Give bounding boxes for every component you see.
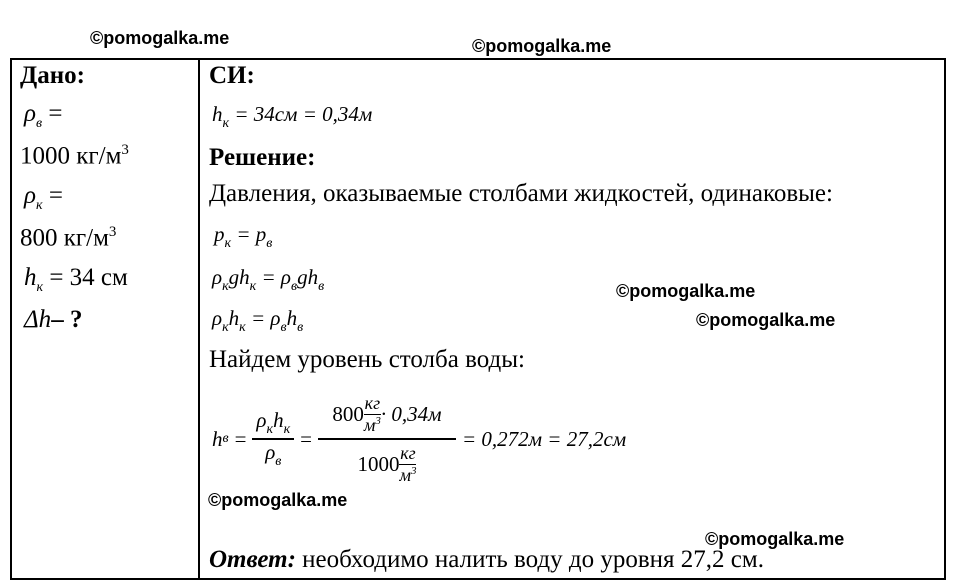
reduced-equation: $\rho_кh_к = \rho_вh_в$ xyxy=(212,306,304,335)
pressure-equation: $p_к = p_в$ xyxy=(214,222,273,251)
given-header: Дано: xyxy=(20,62,85,89)
pressure-statement: Давления, оказываемые столбами жидкостей, одинаковые: xyxy=(209,180,833,207)
solution-table xyxy=(10,58,946,580)
given-water-value: 1000 $кг/м^3$ xyxy=(20,142,129,170)
si-conversion: $h_к = 34см = 0,34м$ xyxy=(212,102,373,131)
watermark: ©pomogalka.me xyxy=(616,281,756,301)
final-formula: h в = $\frac{\rho_кh_к}{\rho_в}$ = 800 $\frac{кг}{м^3}$ · 0,34м 1000 $\frac{кг}{м^3}$ = 0,272м = 27,2см xyxy=(212,392,627,485)
pressure-expanded-equation: $\rho_кgh_к = \rho_вgh_в$ xyxy=(212,265,325,294)
answer: Ответ: необходимо налить воду до уровня 27,2 см. xyxy=(209,546,764,573)
find-level-statement: Найдем уровень столба воды: xyxy=(209,346,525,373)
given-kerosene-density: $\rho_к$ = xyxy=(24,182,63,213)
given-kerosene-value: 800 $кг/м^3$ xyxy=(20,224,117,252)
given-unknown: Δh– ? xyxy=(24,306,83,333)
solution-header: Решение: xyxy=(209,144,316,171)
watermark: ©pomogalka.me xyxy=(472,36,612,56)
column-divider xyxy=(198,60,200,578)
watermark: ©pomogalka.me xyxy=(90,28,230,48)
given-water-density: $\rho_в$ = xyxy=(24,100,63,131)
watermark: ©pomogalka.me xyxy=(705,529,845,549)
si-header: СИ: xyxy=(209,62,255,89)
given-height: $h_к = 34$ см xyxy=(24,264,128,295)
watermark: ©pomogalka.me xyxy=(208,490,348,510)
watermark: ©pomogalka.me xyxy=(696,310,836,330)
